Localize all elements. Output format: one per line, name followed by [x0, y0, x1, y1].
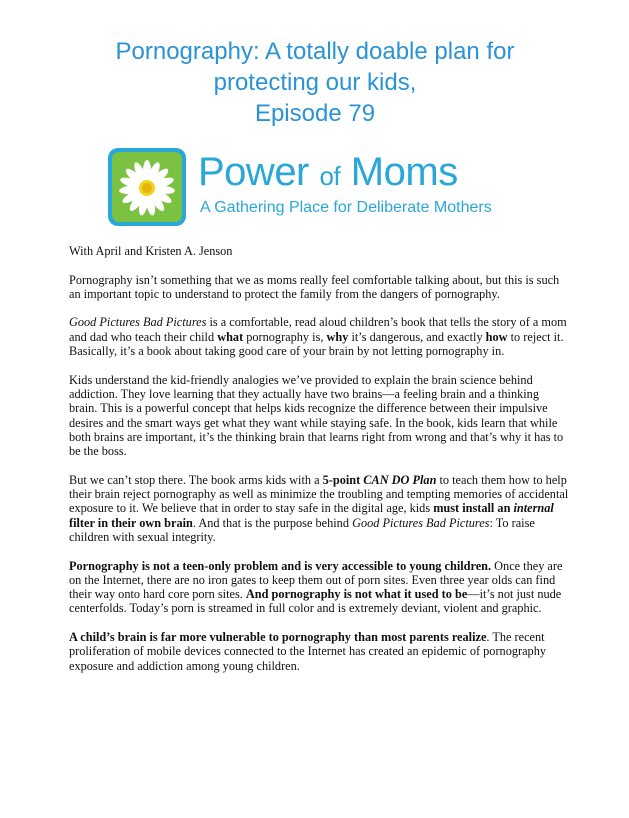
bold-italic-run: internal	[513, 501, 554, 516]
power-of-moms-logo	[108, 148, 528, 228]
paragraph-teen-problem	[69, 559, 569, 616]
text-run: : To raise children with sexual integrity.	[69, 515, 535, 544]
daisy-flower-svg	[112, 152, 182, 222]
title-line-3: Episode 79	[254, 100, 376, 127]
bold-italic-run: CAN DO Plan	[363, 472, 437, 487]
text-run: pornography is,	[243, 329, 327, 344]
paragraph-intro: Pornography isn’t something that we as moms really feel comfortable talking about, but this is such an important topic to understand to protect the family from the dangers of pornography.	[69, 272, 560, 301]
byline: With April and Kristen A. Jenson	[69, 244, 233, 258]
paragraph-can-do-plan	[69, 473, 569, 544]
bold-run: why	[326, 329, 349, 344]
article-body	[69, 244, 569, 687]
italic-run: Good Pictures Bad Pictures	[352, 515, 490, 530]
bold-run: what	[217, 329, 244, 344]
text-run: But we can’t stop there. The book arms kids with a	[69, 472, 323, 487]
logo-frame	[108, 148, 186, 226]
daisy-flower-icon	[112, 152, 182, 222]
text-run: —it’s not just nude centerfolds. Today’s porn is streamed in full color and is extremely deviant, violent and graphic.	[69, 587, 562, 616]
page-title	[60, 36, 570, 129]
bold-run: Pornography is not a teen-only problem and is very accessible to young children.	[69, 558, 492, 573]
bold-run: A child’s brain is far more vulnerable to pornography than most parents realize	[69, 630, 487, 645]
logo-tagline: A Gathering Place for Deliberate Mothers	[200, 199, 492, 216]
text-run: Once they are on the Internet, there are no iron gates to keep them out of porn sites. Even three year olds can find their way onto hard core porn sites.	[69, 558, 563, 602]
paragraph-book	[69, 315, 569, 358]
text-run: is a comfortable, read aloud children’s book that tells the story of a mom and dad who teach their child	[69, 315, 567, 344]
bold-run: 5-point	[322, 472, 364, 487]
title-line-1: Pornography: A totally doable plan for	[115, 38, 515, 65]
text-run: . And that is the purpose behind	[192, 515, 353, 530]
logo-word-moms: Moms	[340, 150, 458, 194]
title-line-2: protecting our kids,	[213, 69, 417, 96]
bold-run: how	[485, 329, 508, 344]
text-run: to reject it. Basically, it’s a book about taking good care of your brain by not letting pornography in.	[69, 329, 564, 359]
bold-run: And pornography is not what it used to be	[245, 587, 468, 602]
paragraph-vulnerable-brain	[69, 630, 569, 673]
paragraph-brain-science: Kids understand the kid-friendly analogies we’ve provided to explain the brain science behind addiction. They love learning that they actually have two brains—a feeling brain and a thinking brain. This is a powerful concept that helps kids recognize the difference between their impulsive desires and the smart ways get what they want while staying safe. In the book, kids learn that while both brains are important, it’s the thinking brain that learns right from wrong and that’s why it has to be the boss.	[69, 372, 564, 459]
text-run: it’s dangerous, and exactly	[348, 329, 486, 344]
bold-run: filter in their own brain	[69, 515, 193, 530]
logo-word-of: of	[319, 161, 341, 191]
text-run: . The recent proliferation of mobile devices connected to the Internet has created an epidemic of pornography exposure and addiction among young children.	[69, 630, 546, 673]
bold-run: must install an	[433, 501, 514, 516]
logo-wordmark	[198, 150, 458, 198]
book-title: Good Pictures Bad Pictures	[69, 315, 207, 330]
text-run: to teach them how to help their brain reject pornography as well as minimize the troubling and tempting memories of accidental exposure to it. We believe that in order to stay safe in the digital age, kids	[69, 472, 569, 516]
logo-word-power: Power	[198, 150, 320, 194]
